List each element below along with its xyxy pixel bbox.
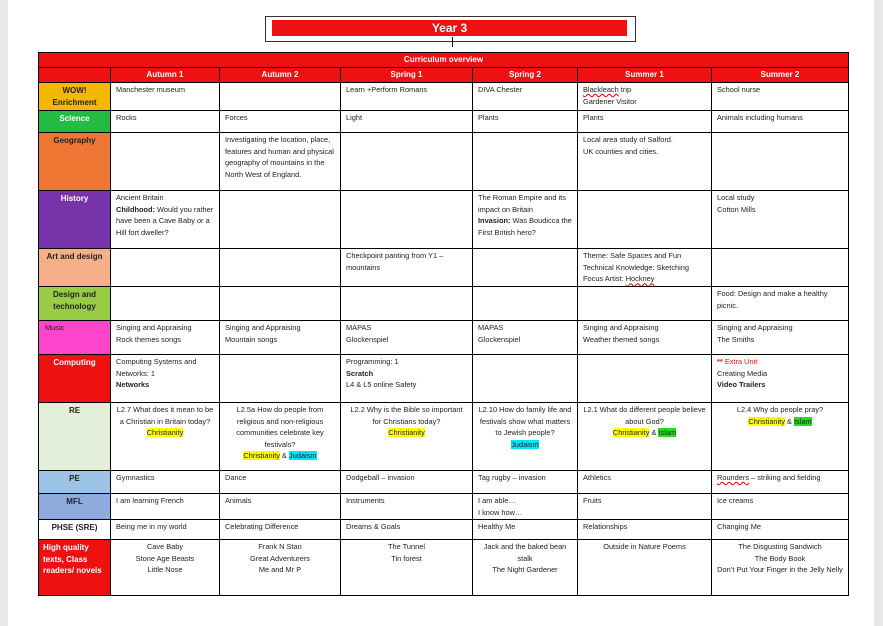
extra-unit-label: Extra Unit — [724, 356, 758, 366]
subject-label: Geography — [39, 133, 111, 191]
religion-highlight: Christianity — [243, 451, 280, 461]
cell — [473, 402, 578, 470]
subject-label: Science — [39, 111, 111, 133]
religion-highlight: Christianity — [388, 428, 425, 438]
cell — [111, 249, 220, 287]
cell-text: Local area study of Salford. — [583, 135, 673, 145]
cell-text: Singing and Appraising — [225, 322, 301, 332]
cell — [341, 540, 473, 596]
subject-label: Computing — [39, 354, 111, 402]
cell-text: Mountain songs — [225, 334, 278, 344]
term-header: Spring 2 — [473, 68, 578, 83]
subject-label: Art and design — [39, 249, 111, 287]
subject-label: MFL — [39, 493, 111, 519]
religion-highlight: Christianity — [612, 428, 650, 438]
cell-text: MAPAS — [346, 322, 372, 332]
spelling-flag: Hockney — [625, 274, 655, 284]
subject-label: High quality texts, Class readers/ novels — [39, 540, 111, 596]
spelling-flag: Blackleach — [583, 85, 619, 94]
cell-bold-text: Video Trailers — [717, 380, 766, 390]
book-title: Tin forest — [391, 553, 422, 563]
cell — [578, 133, 712, 191]
cell-text: & — [649, 428, 659, 438]
term-header: Summer 1 — [578, 68, 712, 83]
cell — [473, 320, 578, 354]
cell — [473, 286, 578, 320]
cell-text: L2.5a How do people from religious and non-religious communities celebrate key festivals? — [236, 404, 324, 449]
cell — [111, 133, 220, 191]
cell-text: Glockenspiel — [346, 334, 389, 344]
cell — [473, 493, 578, 519]
cell: Light — [341, 111, 473, 133]
cell-text: Singing and Appraising — [116, 322, 192, 332]
cell-text: L2.4 Why do people pray? — [736, 404, 824, 414]
cell-text: Would you rather have been a Cave Baby or a Hill fort dweller? — [116, 204, 214, 237]
cell — [712, 470, 849, 493]
religion-highlight: Christianity — [146, 428, 184, 438]
cell — [712, 354, 849, 402]
cell — [341, 402, 473, 470]
cell — [712, 133, 849, 191]
cell — [473, 191, 578, 249]
cell-text: Gardener Visitor — [583, 96, 637, 106]
row-computing — [39, 354, 849, 402]
row-re — [39, 402, 849, 470]
cell: Forces — [220, 111, 341, 133]
cell: Changing Me — [712, 520, 849, 540]
cell — [578, 249, 712, 287]
cell — [578, 83, 712, 111]
subject-label: Music — [39, 320, 111, 354]
religion-highlight: Christianity — [748, 416, 785, 426]
row-science — [39, 111, 849, 133]
cell: Rocks — [111, 111, 220, 133]
cell — [712, 540, 849, 596]
book-title: The Disgusting Sandwich — [738, 542, 822, 552]
row-wow — [39, 83, 849, 111]
cell-text: L2.10 How do family life and festivals show what matters to Jewish people? — [478, 404, 572, 438]
cell — [220, 540, 341, 596]
cell: Tag rugby – invasion — [473, 470, 578, 493]
cell: Healthy Me — [473, 520, 578, 540]
book-title: Don’t Put Your Finger in the Jelly Nelly — [717, 565, 843, 575]
cell-text: The Roman Empire and its impact on Britain — [478, 193, 566, 214]
cell — [341, 286, 473, 320]
cell: Relationships — [578, 520, 712, 540]
cell — [712, 402, 849, 470]
cell-text: The Smiths — [717, 334, 755, 344]
cell-text: Technical Knowledge: Sketching — [583, 262, 689, 272]
row-design-technology — [39, 286, 849, 320]
cell — [220, 354, 341, 402]
cell: DIVA Chester — [473, 83, 578, 111]
cell-text: L2.2 Why is the Bible so important for Christians today? — [350, 404, 463, 426]
cell — [341, 354, 473, 402]
cell: Instruments — [341, 493, 473, 519]
cell — [473, 354, 578, 402]
cell-text: Programming: 1 — [346, 356, 399, 366]
cell: Learn +Perform Romans — [341, 83, 473, 111]
cell: Plants — [578, 111, 712, 133]
cell-bold-text: Scratch — [346, 368, 374, 378]
cell — [473, 133, 578, 191]
cell-text: Singing and Appraising — [717, 322, 793, 332]
row-music — [39, 320, 849, 354]
row-mfl — [39, 493, 849, 519]
cell: Dance — [220, 470, 341, 493]
overview-header-row — [39, 53, 849, 68]
cell-text: I am able… — [478, 495, 516, 505]
term-header-row — [39, 68, 849, 83]
cell — [111, 286, 220, 320]
cell — [712, 249, 849, 287]
spelling-flag: Rounders — [717, 472, 750, 482]
cell-text: MAPAS — [478, 322, 504, 332]
cell-bold-text: Networks — [116, 380, 150, 390]
subject-label: WOW! Enrichment — [39, 83, 111, 111]
overview-heading: Curriculum overview — [39, 53, 849, 68]
cell-text: L2.7 What does it mean to be a Christian in Britain today? — [116, 404, 214, 426]
subject-label: PHSE (SRE) — [39, 520, 111, 540]
cell — [220, 249, 341, 287]
book-title: Cave Baby — [146, 542, 184, 552]
cell-text: Local study — [717, 193, 755, 203]
cell — [220, 320, 341, 354]
corner-cell — [39, 68, 111, 83]
cell — [220, 286, 341, 320]
cell-text: Ancient Britain — [116, 193, 164, 203]
curriculum-table — [38, 52, 849, 596]
cell-text: I know how… — [478, 507, 523, 517]
subject-label: Design and technology — [39, 286, 111, 320]
subject-label: History — [39, 191, 111, 249]
cell — [341, 320, 473, 354]
cell: I am learning French — [111, 493, 220, 519]
row-phse — [39, 520, 849, 540]
row-history — [39, 191, 849, 249]
cell-text: & — [279, 451, 290, 461]
row-texts — [39, 540, 849, 596]
cell — [111, 540, 220, 596]
cell — [111, 402, 220, 470]
cell — [578, 191, 712, 249]
cell — [220, 83, 341, 111]
cell — [712, 320, 849, 354]
cell-text: Weather themed songs — [583, 334, 660, 344]
book-title: Jack and the baked bean stalk — [483, 542, 567, 563]
cell: Manchester museum — [111, 83, 220, 111]
cell: Celebrating Difference — [220, 520, 341, 540]
book-title: Stone Age Beasts — [135, 553, 195, 563]
term-header: Autumn 2 — [220, 68, 341, 83]
cell — [111, 354, 220, 402]
book-title: Me and Mr P — [258, 565, 302, 575]
cell: Dreams & Goals — [341, 520, 473, 540]
asterisk-marker: ** — [717, 356, 725, 366]
cell-text: – striking and fielding — [749, 472, 821, 482]
cell-text: & — [784, 416, 794, 426]
cell-text: UK counties and cities. — [583, 146, 659, 156]
cell — [220, 191, 341, 249]
religion-highlight: Judaism — [511, 439, 539, 449]
cell — [341, 191, 473, 249]
term-header: Spring 1 — [341, 68, 473, 83]
cell: Animals — [220, 493, 341, 519]
cell — [578, 402, 712, 470]
cell: Gymnastics — [111, 470, 220, 493]
cell: Dodgeball – invasion — [341, 470, 473, 493]
cell — [220, 402, 341, 470]
cell-bold-text: Invasion: — [478, 216, 511, 226]
cell: Animals including humans — [712, 111, 849, 133]
cell-text: Cotton Mills — [717, 204, 756, 214]
cell-text: Glockenspiel — [478, 334, 521, 344]
cell-text: Focus Artist: — [583, 274, 626, 284]
cell: Ice creams — [712, 493, 849, 519]
book-title: Great Adventurers — [250, 553, 310, 563]
cell-bold-text: Childhood: — [116, 204, 155, 214]
term-header: Summer 2 — [712, 68, 849, 83]
cell: Being me in my world — [111, 520, 220, 540]
term-header: Autumn 1 — [111, 68, 220, 83]
page-title: Year 3 — [272, 20, 627, 36]
cell — [578, 286, 712, 320]
cell — [578, 540, 712, 596]
cell — [111, 320, 220, 354]
cell: Checkpoint panting from Y1 – mountains — [341, 249, 473, 287]
book-title: Little Nose — [147, 565, 183, 575]
cell-text: Creating Media — [717, 368, 768, 378]
text-cursor — [452, 37, 453, 47]
cell — [473, 249, 578, 287]
title-text-box[interactable] — [265, 16, 636, 42]
cell: Investigating the location, place, features and human and physical geography of mountains in the North West of England. — [220, 133, 341, 191]
row-geography — [39, 133, 849, 191]
book-title: Frank N Stan — [258, 542, 302, 552]
cell-text: Computing Systems and Networks: 1 — [116, 356, 197, 378]
row-pe — [39, 470, 849, 493]
religion-highlight: Islam — [793, 416, 812, 426]
cell — [111, 191, 220, 249]
cell — [341, 133, 473, 191]
cell: School nurse — [712, 83, 849, 111]
cell: Fruits — [578, 493, 712, 519]
cell — [473, 540, 578, 596]
cell: Food: Design and make a healthy picnic. — [712, 286, 849, 320]
cell — [578, 354, 712, 402]
book-title: The Night Gardener — [492, 565, 558, 575]
cell-text: trip — [618, 85, 632, 94]
subject-label: RE — [39, 402, 111, 470]
subject-label: PE — [39, 470, 111, 493]
cell-text: L4 & L5 online Safety — [346, 380, 417, 390]
book-title: The Tunnel — [388, 542, 425, 552]
cell: Athletics — [578, 470, 712, 493]
cell: Plants — [473, 111, 578, 133]
book-title: The Body Book — [754, 553, 806, 563]
cell — [578, 320, 712, 354]
cell-text: L2.1 What do different people believe about God? — [583, 404, 706, 426]
religion-highlight: Judaism — [289, 451, 317, 461]
cell — [712, 191, 849, 249]
row-art — [39, 249, 849, 287]
religion-highlight: Islam — [658, 428, 677, 438]
book-title: Outside in Nature Poems — [603, 542, 686, 552]
cell-text: Singing and Appraising — [583, 322, 659, 332]
cell-text: Rock themes songs — [116, 334, 181, 344]
cell-text: Was Boudicca the First British hero? — [478, 216, 572, 237]
cell-text: Theme: Safe Spaces and Fun — [583, 251, 682, 261]
